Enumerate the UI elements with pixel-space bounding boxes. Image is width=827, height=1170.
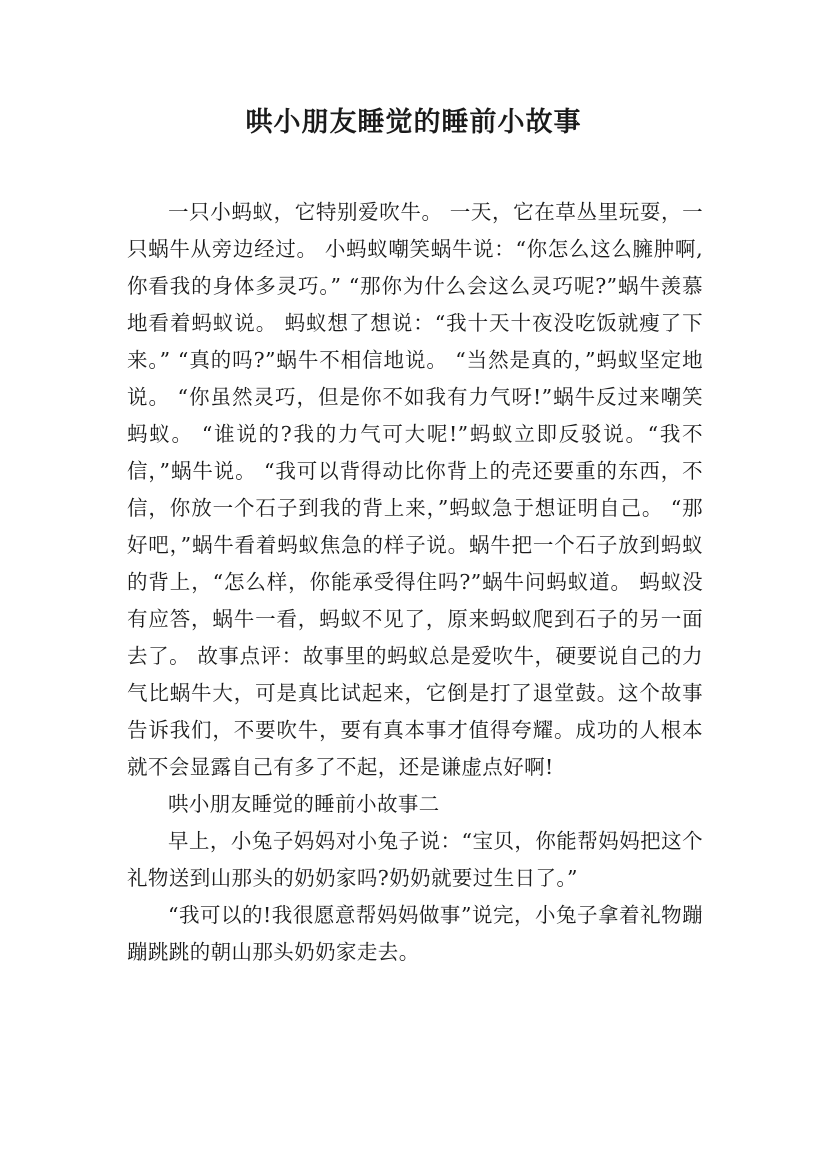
story-two-heading: 哄小朋友睡觉的睡前小故事二 [168,792,440,816]
story-two-paragraph-2: “我可以的!我很愿意帮妈妈做事”说完，小兔子拿着礼物蹦蹦跳跳的朝山那头奶奶家走去。 [127,903,703,964]
story-one-paragraph: 一只小蚂蚁，它特别爱吹牛。 一天，它在草丛里玩耍，一只蜗牛从旁边经过。 小蚂蚁嘲笑蜗牛说：“你怎么这么臃肿啊,你看我的身体多灵巧。” “那你为什么会这么灵巧呢?”蜗牛羡慕地看着蚂蚁说。 蚂蚁想了想说：“我十天十夜没吃饭就瘦了下来。” “真的吗?”蜗牛不相信地说。 “当然是真的，”蚂蚁坚定地说。 “你虽然灵巧，但是你不如我有力气呀!”蜗牛反过来嘲笑蚂蚁。 “谁说的?我的力气可大呢!”蚂蚁立即反驳说。“我不信，”蜗牛说。 “我可以背得动比你背上的壳还要重的东西，不信，你放一个石子到我的背上来，”蚂蚁急于想证明自己。 “那好吧，”蜗牛看着蚂蚁焦急的样子说。蜗牛把一个石子放到蚂蚁的背上，“怎么样，你能承受得住吗?”蜗牛问蚂蚁道。 蚂蚁没有应答，蜗牛一看，蚂蚁不见了，原来蚂蚁爬到石子的另一面去了。 故事点评：故事里的蚂蚁总是爱吹牛，硬要说自己的力气比蜗牛大，可是真比试起来，它倒是打了退堂鼓。这个故事告诉我们，不要吹牛，要有真本事才值得夸耀。成功的人根本就不会显露自己有多了不起，还是谦虚点好啊! [127,200,703,779]
document-body [127,194,703,971]
document-title: 哄小朋友睡觉的睡前小故事 [245,107,582,138]
story-two-paragraph-1: 早上，小兔子妈妈对小兔子说：“宝贝，你能帮妈妈把这个礼物送到山那头的奶奶家吗?奶奶就要过生日了。” [127,829,703,890]
